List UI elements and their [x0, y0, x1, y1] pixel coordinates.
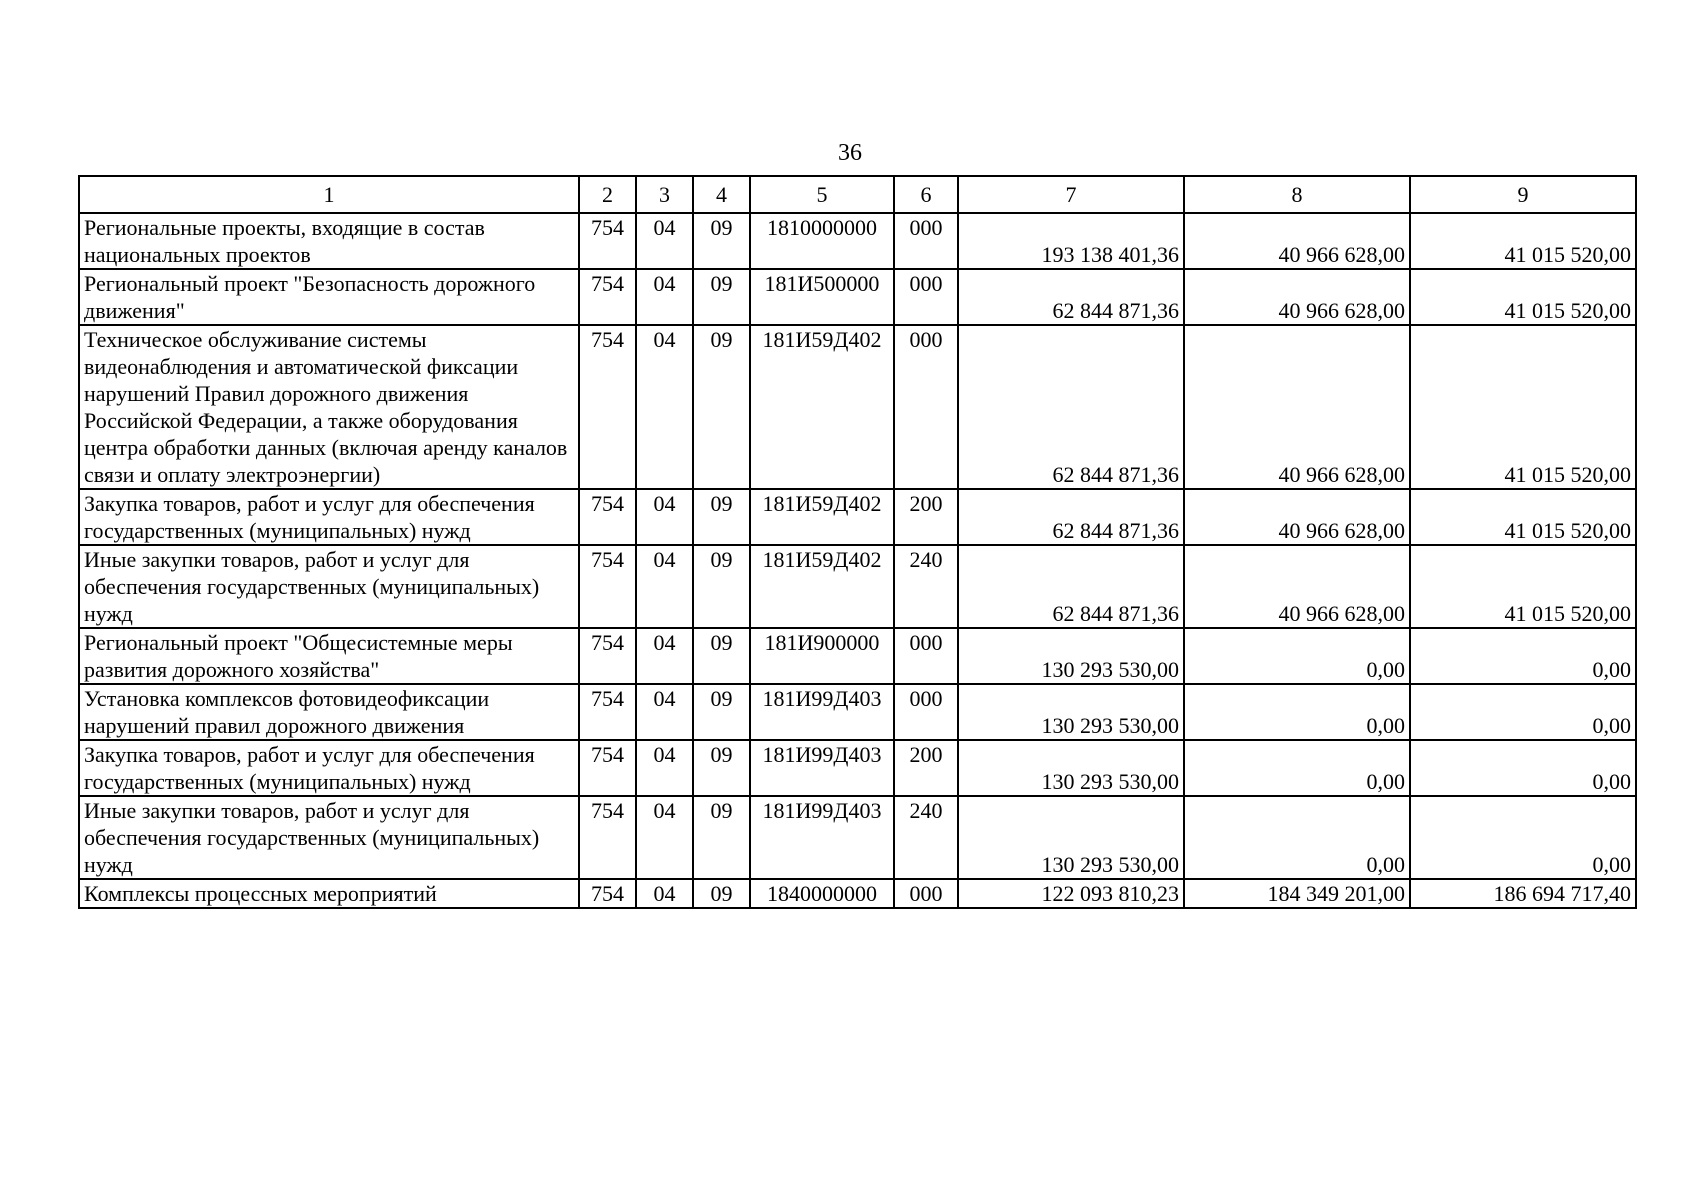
- subsection-code: 09: [693, 684, 750, 740]
- subsection-code: 09: [693, 879, 750, 908]
- section-code: 04: [636, 325, 693, 489]
- table-body: [79, 213, 1636, 908]
- amount-col-9: 0,00: [1410, 740, 1636, 796]
- subsection-code: 09: [693, 325, 750, 489]
- target-article-code: 181И900000: [750, 628, 894, 684]
- section-code: 04: [636, 269, 693, 325]
- item-name: Иные закупки товаров, работ и услуг для обеспечения государственных (муниципальных) нужд: [79, 545, 579, 628]
- amount-col-9: 41 015 520,00: [1410, 213, 1636, 269]
- amount-col-7: 62 844 871,36: [958, 545, 1184, 628]
- amount-col-7: 130 293 530,00: [958, 628, 1184, 684]
- table-row: [79, 740, 1636, 796]
- item-name: Закупка товаров, работ и услуг для обеспечения государственных (муниципальных) нужд: [79, 740, 579, 796]
- target-article-code: 1840000000: [750, 879, 894, 908]
- amount-col-9: 41 015 520,00: [1410, 325, 1636, 489]
- ministry-code: 754: [579, 325, 636, 489]
- subsection-code: 09: [693, 740, 750, 796]
- page-number: 36: [838, 140, 862, 166]
- ministry-code: 754: [579, 740, 636, 796]
- table-row: [79, 879, 1636, 908]
- table-header: [79, 176, 1636, 213]
- amount-col-8: 0,00: [1184, 684, 1410, 740]
- amount-col-7: 130 293 530,00: [958, 796, 1184, 879]
- table-row: [79, 325, 1636, 489]
- item-name: Комплексы процессных мероприятий: [79, 879, 579, 908]
- section-code: 04: [636, 545, 693, 628]
- amount-col-7: 62 844 871,36: [958, 325, 1184, 489]
- item-name: Региональные проекты, входящие в состав национальных проектов: [79, 213, 579, 269]
- item-name: Региональный проект "Безопасность дорожного движения": [79, 269, 579, 325]
- section-code: 04: [636, 740, 693, 796]
- target-article-code: 181И99Д403: [750, 796, 894, 879]
- column-header: 6: [894, 176, 958, 213]
- section-code: 04: [636, 628, 693, 684]
- target-article-code: 181И59Д402: [750, 545, 894, 628]
- column-header: 1: [79, 176, 579, 213]
- expense-type-code: 200: [894, 489, 958, 545]
- amount-col-7: 130 293 530,00: [958, 740, 1184, 796]
- column-header: 7: [958, 176, 1184, 213]
- expense-type-code: 240: [894, 545, 958, 628]
- amount-col-9: 41 015 520,00: [1410, 269, 1636, 325]
- amount-col-9: 41 015 520,00: [1410, 489, 1636, 545]
- subsection-code: 09: [693, 628, 750, 684]
- amount-col-9: 41 015 520,00: [1410, 545, 1636, 628]
- amount-col-9: 186 694 717,40: [1410, 879, 1636, 908]
- amount-col-7: 62 844 871,36: [958, 489, 1184, 545]
- amount-col-8: 40 966 628,00: [1184, 269, 1410, 325]
- section-code: 04: [636, 879, 693, 908]
- expense-type-code: 000: [894, 879, 958, 908]
- subsection-code: 09: [693, 269, 750, 325]
- ministry-code: 754: [579, 879, 636, 908]
- expense-type-code: 000: [894, 325, 958, 489]
- amount-col-8: 0,00: [1184, 740, 1410, 796]
- target-article-code: 181И59Д402: [750, 325, 894, 489]
- table-row: [79, 684, 1636, 740]
- column-header: 5: [750, 176, 894, 213]
- budget-table: [78, 175, 1637, 909]
- item-name: Закупка товаров, работ и услуг для обеспечения государственных (муниципальных) нужд: [79, 489, 579, 545]
- section-code: 04: [636, 213, 693, 269]
- expense-type-code: 000: [894, 213, 958, 269]
- expense-type-code: 000: [894, 628, 958, 684]
- item-name: Региональный проект "Общесистемные меры развития дорожного хозяйства": [79, 628, 579, 684]
- amount-col-8: 40 966 628,00: [1184, 213, 1410, 269]
- amount-col-7: 193 138 401,36: [958, 213, 1184, 269]
- ministry-code: 754: [579, 628, 636, 684]
- section-code: 04: [636, 684, 693, 740]
- subsection-code: 09: [693, 489, 750, 545]
- subsection-code: 09: [693, 796, 750, 879]
- ministry-code: 754: [579, 213, 636, 269]
- item-name: Техническое обслуживание системы видеонаблюдения и автоматической фиксации нарушений Правил дорожного движения Российской Федерации, а также оборудования центра обработки данных (включая аренду каналов связи и оплату электроэнергии): [79, 325, 579, 489]
- amount-col-9: 0,00: [1410, 684, 1636, 740]
- expense-type-code: 240: [894, 796, 958, 879]
- table-row: [79, 796, 1636, 879]
- header-row: [79, 176, 1636, 213]
- amount-col-8: 40 966 628,00: [1184, 325, 1410, 489]
- ministry-code: 754: [579, 489, 636, 545]
- amount-col-8: 40 966 628,00: [1184, 545, 1410, 628]
- amount-col-9: 0,00: [1410, 628, 1636, 684]
- column-header: 8: [1184, 176, 1410, 213]
- amount-col-8: 0,00: [1184, 796, 1410, 879]
- ministry-code: 754: [579, 796, 636, 879]
- table-row: [79, 628, 1636, 684]
- target-article-code: 181И59Д402: [750, 489, 894, 545]
- amount-col-8: 184 349 201,00: [1184, 879, 1410, 908]
- amount-col-7: 122 093 810,23: [958, 879, 1184, 908]
- amount-col-7: 62 844 871,36: [958, 269, 1184, 325]
- ministry-code: 754: [579, 269, 636, 325]
- table-row: [79, 269, 1636, 325]
- section-code: 04: [636, 489, 693, 545]
- amount-col-8: 40 966 628,00: [1184, 489, 1410, 545]
- subsection-code: 09: [693, 545, 750, 628]
- target-article-code: 181И500000: [750, 269, 894, 325]
- ministry-code: 754: [579, 684, 636, 740]
- item-name: Иные закупки товаров, работ и услуг для обеспечения государственных (муниципальных) нужд: [79, 796, 579, 879]
- item-name: Установка комплексов фотовидеофиксации нарушений правил дорожного движения: [79, 684, 579, 740]
- target-article-code: 181И99Д403: [750, 684, 894, 740]
- amount-col-9: 0,00: [1410, 796, 1636, 879]
- table-row: [79, 213, 1636, 269]
- target-article-code: 181И99Д403: [750, 740, 894, 796]
- column-header: 4: [693, 176, 750, 213]
- column-header: 3: [636, 176, 693, 213]
- amount-col-8: 0,00: [1184, 628, 1410, 684]
- expense-type-code: 000: [894, 684, 958, 740]
- subsection-code: 09: [693, 213, 750, 269]
- table-row: [79, 545, 1636, 628]
- ministry-code: 754: [579, 545, 636, 628]
- amount-col-7: 130 293 530,00: [958, 684, 1184, 740]
- target-article-code: 1810000000: [750, 213, 894, 269]
- expense-type-code: 200: [894, 740, 958, 796]
- column-header: 2: [579, 176, 636, 213]
- column-header: 9: [1410, 176, 1636, 213]
- table-row: [79, 489, 1636, 545]
- expense-type-code: 000: [894, 269, 958, 325]
- section-code: 04: [636, 796, 693, 879]
